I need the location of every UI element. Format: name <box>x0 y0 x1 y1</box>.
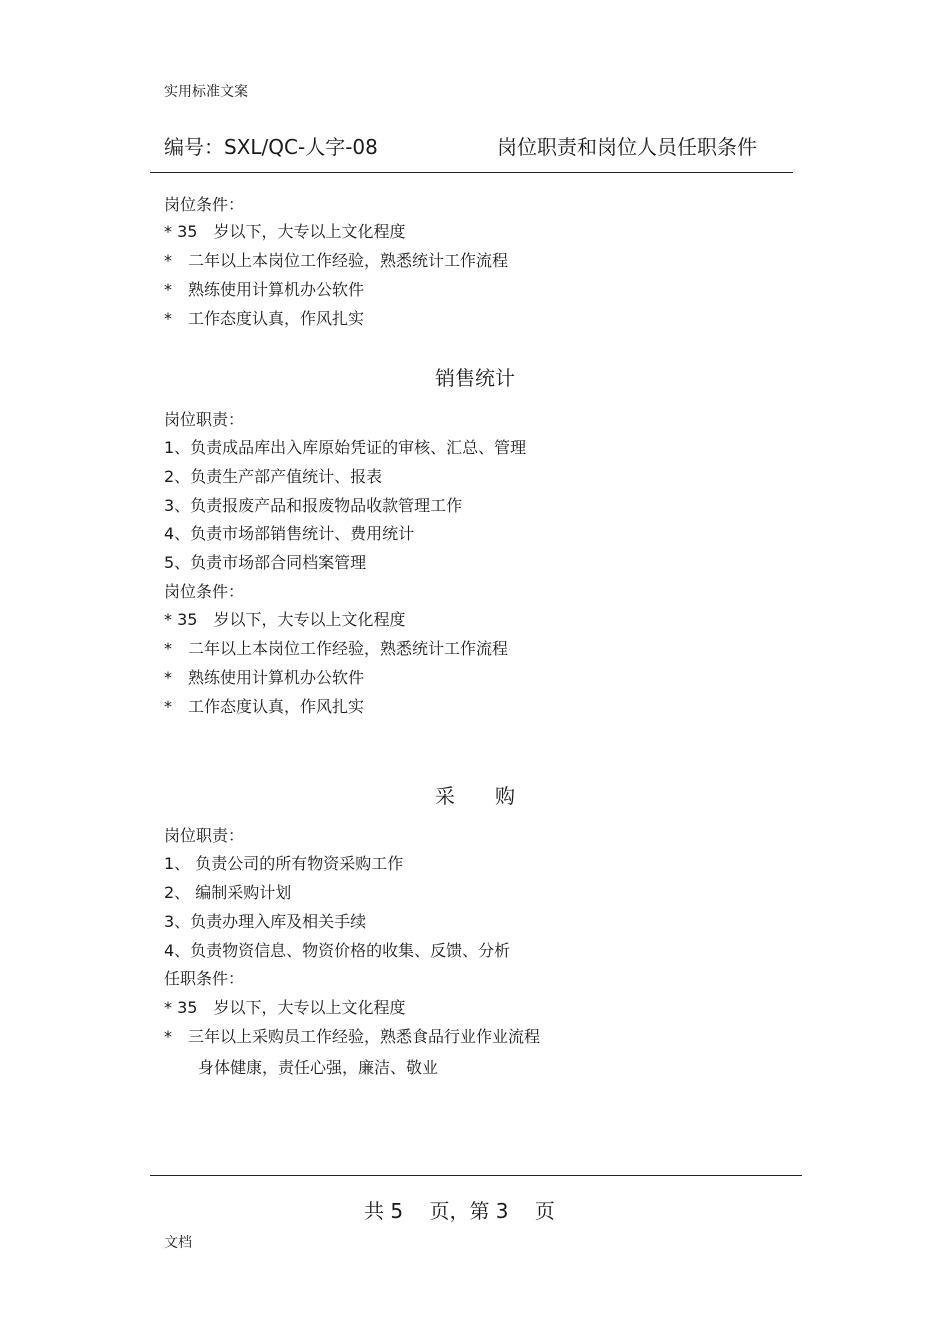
purchase-duty-item: 1、 负责公司的所有物资采购工作 <box>164 854 404 873</box>
intro-requirement-item: * 熟练使用计算机办公软件 <box>164 280 365 299</box>
sales-requirement-item: * 35 岁以下，大专以上文化程度 <box>164 610 406 629</box>
intro-requirements-label: 岗位条件： <box>164 195 245 214</box>
sales-requirements-label: 岗位条件： <box>164 582 245 601</box>
sales-duty-item: 4、负责市场部销售统计、费用统计 <box>164 524 415 543</box>
purchase-duties-label: 岗位职责： <box>164 826 245 845</box>
purchase-requirements-label: 任职条件： <box>164 969 245 988</box>
header-rule <box>150 172 793 173</box>
sales-requirement-item: * 熟练使用计算机办公软件 <box>164 668 365 687</box>
intro-requirement-item: * 工作态度认真，作风扎实 <box>164 309 365 328</box>
purchase-section-title: 采 购 <box>435 784 515 808</box>
purchase-duty-item: 2、 编制采购计划 <box>164 883 292 902</box>
sales-duties-label: 岗位职责： <box>164 410 245 429</box>
sales-requirement-item: * 二年以上本岗位工作经验，熟悉统计工作流程 <box>164 639 509 658</box>
purchase-requirement-item: 身体健康，责任心强，廉洁、敬业 <box>198 1058 439 1077</box>
sales-duty-item: 5、负责市场部合同档案管理 <box>164 553 367 572</box>
purchase-requirement-item: * 35 岁以下，大专以上文化程度 <box>164 998 406 1017</box>
sales-duty-item: 1、负责成品库出入库原始凭证的审核、汇总、管理 <box>164 438 527 457</box>
sales-duty-item: 2、负责生产部产值统计、报表 <box>164 467 383 486</box>
sales-section-title: 销售统计 <box>435 366 515 390</box>
purchase-requirement-item: * 三年以上采购员工作经验，熟悉食品行业作业流程 <box>164 1027 541 1046</box>
purchase-duty-item: 4、负责物资信息、物资价格的收集、反馈、分析 <box>164 941 511 960</box>
top-label: 实用标准文案 <box>164 84 248 100</box>
sales-requirement-item: * 工作态度认真，作风扎实 <box>164 697 365 716</box>
intro-requirement-item: * 二年以上本岗位工作经验，熟悉统计工作流程 <box>164 251 509 270</box>
sales-duty-item: 3、负责报废产品和报废物品收款管理工作 <box>164 496 463 515</box>
doc-title: 岗位职责和岗位人员任职条件 <box>497 135 757 159</box>
intro-requirement-item: * 35 岁以下，大专以上文化程度 <box>164 222 406 241</box>
footer-rule <box>150 1175 802 1176</box>
purchase-duty-item: 3、负责办理入库及相关手续 <box>164 912 367 931</box>
page-info: 共 5 页，第 3 页 <box>364 1199 555 1223</box>
doc-number: 编号：SXL/QC-人字-08 <box>164 135 378 159</box>
bottom-label: 文档 <box>164 1235 192 1251</box>
